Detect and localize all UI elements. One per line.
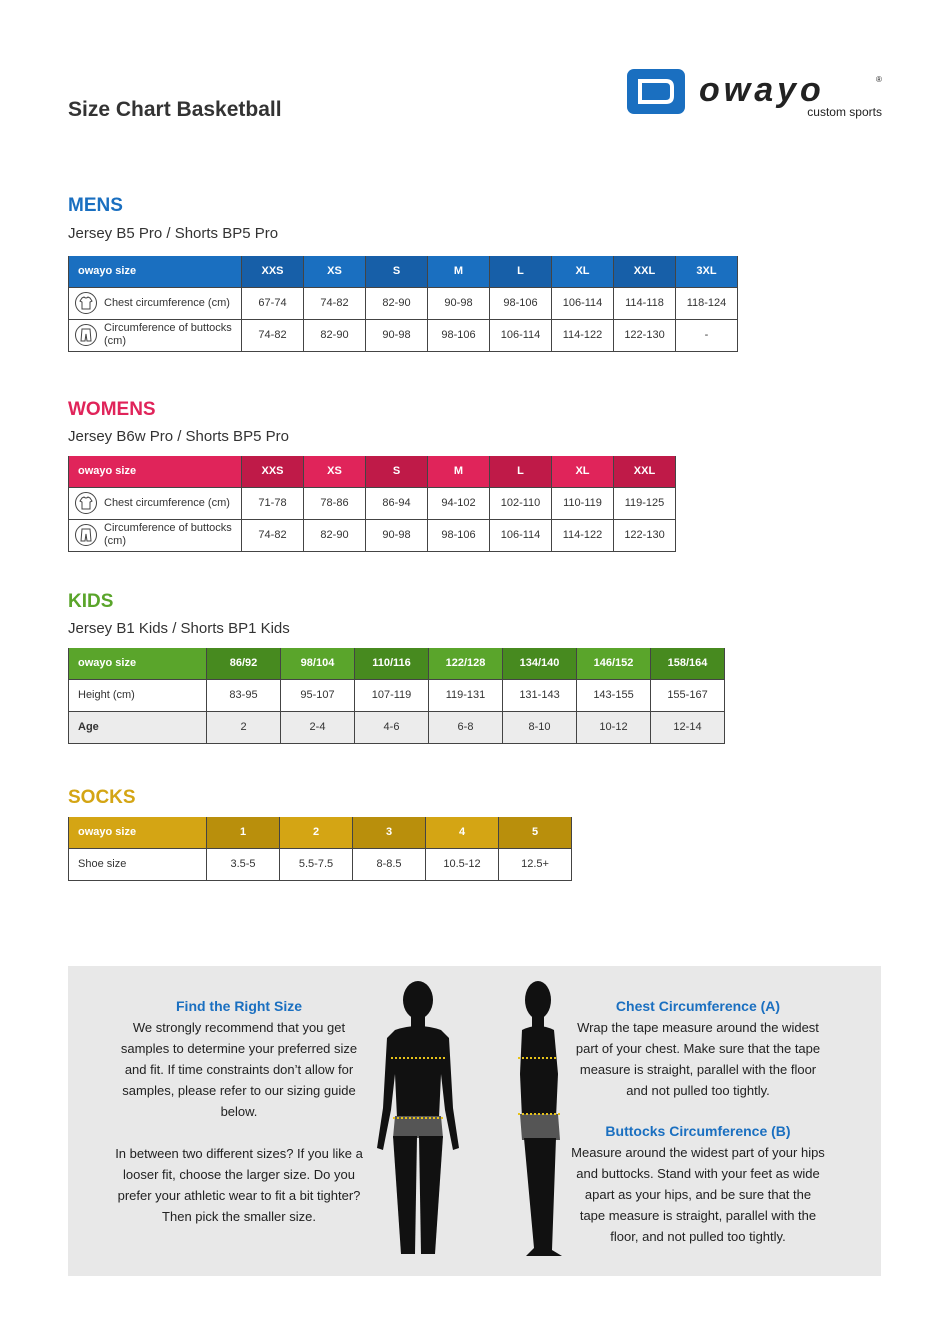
size-header-cell: 3 xyxy=(353,817,426,848)
size-value-cell: 94-102 xyxy=(428,487,490,519)
logo-wordmark: owayo xyxy=(699,71,825,109)
size-value-cell: 114-118 xyxy=(614,287,676,319)
row-label: Shoe size xyxy=(69,848,207,880)
size-value-cell: 74-82 xyxy=(242,519,304,551)
buttocks-icon xyxy=(75,524,97,546)
size-header-cell: XXS xyxy=(242,256,304,287)
size-value-cell: 8-10 xyxy=(503,711,577,743)
size-value-cell: 3.5-5 xyxy=(207,848,280,880)
table-row xyxy=(69,487,676,519)
size-value-cell: 10.5-12 xyxy=(426,848,499,880)
size-value-cell: 12-14 xyxy=(651,711,725,743)
size-value-cell: 6-8 xyxy=(429,711,503,743)
size-value-cell: 114-122 xyxy=(552,519,614,551)
kids-header-row xyxy=(69,648,725,679)
body-front-figure xyxy=(373,978,463,1260)
logo-registered: ® xyxy=(876,75,882,84)
size-header-cell: XXS xyxy=(242,456,304,487)
row-label: Chest circumference (cm) xyxy=(69,287,242,319)
size-value-cell: 119-125 xyxy=(614,487,676,519)
size-header-cell: L xyxy=(490,256,552,287)
size-value-cell: 155-167 xyxy=(651,679,725,711)
size-header-cell: 158/164 xyxy=(651,648,725,679)
mens-size-table xyxy=(68,256,738,352)
size-label-header: owayo size xyxy=(69,648,207,679)
size-value-cell: 74-82 xyxy=(242,319,304,351)
buttocks-instructions: Measure around the widest part of your hips and buttocks. Stand with your feet as wide apart as your hips, and be sure that the tape measure is straight, parallel with the floor, and not pulled too tightly. xyxy=(571,1145,825,1244)
size-value-cell: 67-74 xyxy=(242,287,304,319)
size-value-cell: 8-8.5 xyxy=(353,848,426,880)
size-value-cell: 71-78 xyxy=(242,487,304,519)
size-header-cell: XL xyxy=(552,256,614,287)
chest-heading: Chest Circumference (A) xyxy=(615,998,781,1014)
size-value-cell: 110-119 xyxy=(552,487,614,519)
size-value-cell: 4-6 xyxy=(355,711,429,743)
socks-size-table xyxy=(68,817,572,881)
size-header-cell: 86/92 xyxy=(207,648,281,679)
table-row xyxy=(69,711,725,743)
size-value-cell: 82-90 xyxy=(304,319,366,351)
size-header-cell: XS xyxy=(304,256,366,287)
buttocks-heading: Buttocks Circumference (B) xyxy=(605,1123,791,1139)
size-header-cell: 98/104 xyxy=(281,648,355,679)
size-value-cell: 90-98 xyxy=(428,287,490,319)
size-value-cell: 86-94 xyxy=(366,487,428,519)
find-size-heading: Find the Right Size xyxy=(176,998,302,1014)
body-side-figure xyxy=(508,978,568,1260)
size-header-cell: M xyxy=(428,456,490,487)
buttocks-icon xyxy=(75,324,97,346)
size-header-cell: M xyxy=(428,256,490,287)
chest-instructions: Wrap the tape measure around the widest part of your chest. Make sure that the tape measure is straight, parallel with the floor and not pulled too tightly. xyxy=(575,1020,821,1098)
size-value-cell: 90-98 xyxy=(366,319,428,351)
kids-subtitle: Jersey B1 Kids / Shorts BP1 Kids xyxy=(68,620,290,637)
row-label: Chest circumference (cm) xyxy=(69,487,242,519)
row-label: Circumference of buttocks (cm) xyxy=(69,319,242,351)
size-header-cell: 146/152 xyxy=(577,648,651,679)
page-title: Size Chart Basketball xyxy=(68,98,282,121)
size-value-cell: 106-114 xyxy=(490,319,552,351)
size-header-cell: S xyxy=(366,256,428,287)
size-header-cell: XL xyxy=(552,456,614,487)
size-header-cell: 2 xyxy=(280,817,353,848)
size-value-cell: 5.5-7.5 xyxy=(280,848,353,880)
size-value-cell: 143-155 xyxy=(577,679,651,711)
size-header-cell: L xyxy=(490,456,552,487)
size-value-cell: 98-106 xyxy=(490,287,552,319)
size-header-cell: 110/116 xyxy=(355,648,429,679)
size-value-cell: 82-90 xyxy=(366,287,428,319)
logo-mark-icon xyxy=(627,69,685,114)
size-label-header: owayo size xyxy=(69,456,242,487)
size-label-header: owayo size xyxy=(69,817,207,848)
womens-heading: WOMENS xyxy=(68,399,156,420)
size-value-cell: 82-90 xyxy=(304,519,366,551)
row-label: Circumference of buttocks (cm) xyxy=(69,519,242,551)
owayo-logo xyxy=(627,69,887,119)
kids-size-table xyxy=(68,648,725,744)
size-value-cell: 95-107 xyxy=(281,679,355,711)
logo-tagline: custom sports xyxy=(807,105,882,119)
size-value-cell: 98-106 xyxy=(428,519,490,551)
find-size-block xyxy=(112,996,366,1227)
size-header-cell: 122/128 xyxy=(429,648,503,679)
size-value-cell: 2-4 xyxy=(281,711,355,743)
size-value-cell: 118-124 xyxy=(676,287,738,319)
size-value-cell: 12.5+ xyxy=(499,848,572,880)
table-row xyxy=(69,679,725,711)
size-value-cell: 114-122 xyxy=(552,319,614,351)
size-value-cell: 10-12 xyxy=(577,711,651,743)
row-label: Height (cm) xyxy=(69,679,207,711)
table-row xyxy=(69,319,738,351)
size-value-cell: 131-143 xyxy=(503,679,577,711)
size-value-cell: 98-106 xyxy=(428,319,490,351)
size-value-cell: 2 xyxy=(207,711,281,743)
size-value-cell: 102-110 xyxy=(490,487,552,519)
chest-icon xyxy=(75,292,97,314)
size-header-cell: XS xyxy=(304,456,366,487)
socks-heading: SOCKS xyxy=(68,787,136,808)
size-value-cell: 83-95 xyxy=(207,679,281,711)
table-row xyxy=(69,848,572,880)
mens-heading: MENS xyxy=(68,195,123,216)
size-header-cell: 1 xyxy=(207,817,280,848)
size-value-cell: 122-130 xyxy=(614,319,676,351)
size-value-cell: 106-114 xyxy=(552,287,614,319)
size-value-cell: - xyxy=(676,319,738,351)
size-header-cell: 3XL xyxy=(676,256,738,287)
size-header-cell: S xyxy=(366,456,428,487)
size-value-cell: 106-114 xyxy=(490,519,552,551)
table-row xyxy=(69,519,676,551)
womens-subtitle: Jersey B6w Pro / Shorts BP5 Pro xyxy=(68,428,289,445)
socks-header-row xyxy=(69,817,572,848)
size-value-cell: 90-98 xyxy=(366,519,428,551)
size-value-cell: 119-131 xyxy=(429,679,503,711)
size-value-cell: 74-82 xyxy=(304,287,366,319)
womens-header-row xyxy=(69,456,676,487)
size-header-cell: 4 xyxy=(426,817,499,848)
size-header-cell: 5 xyxy=(499,817,572,848)
size-header-cell: XXL xyxy=(614,456,676,487)
table-row xyxy=(69,287,738,319)
mens-subtitle: Jersey B5 Pro / Shorts BP5 Pro xyxy=(68,225,279,242)
measuring-guide-panel xyxy=(68,966,881,1276)
size-value-cell: 107-119 xyxy=(355,679,429,711)
womens-size-table xyxy=(68,456,676,552)
size-value-cell: 122-130 xyxy=(614,519,676,551)
row-label: Age xyxy=(69,711,207,743)
size-header-cell: 134/140 xyxy=(503,648,577,679)
size-header-cell: XXL xyxy=(614,256,676,287)
find-size-paragraph-1: We strongly recommend that you get samples to determine your preferred size and fit. If time constraints don’t allow for samples, please refer to our sizing guide below. xyxy=(120,1020,358,1119)
chest-icon xyxy=(75,492,97,514)
kids-heading: KIDS xyxy=(68,591,114,612)
size-label-header: owayo size xyxy=(69,256,242,287)
find-size-paragraph-2: In between two different sizes? If you like a looser fit, choose the larger size. Do you prefer your athletic wear to fit a bit tighter? Then pick the smaller size. xyxy=(115,1146,363,1224)
chest-block xyxy=(571,996,825,1247)
size-value-cell: 78-86 xyxy=(304,487,366,519)
mens-header-row xyxy=(69,256,738,287)
